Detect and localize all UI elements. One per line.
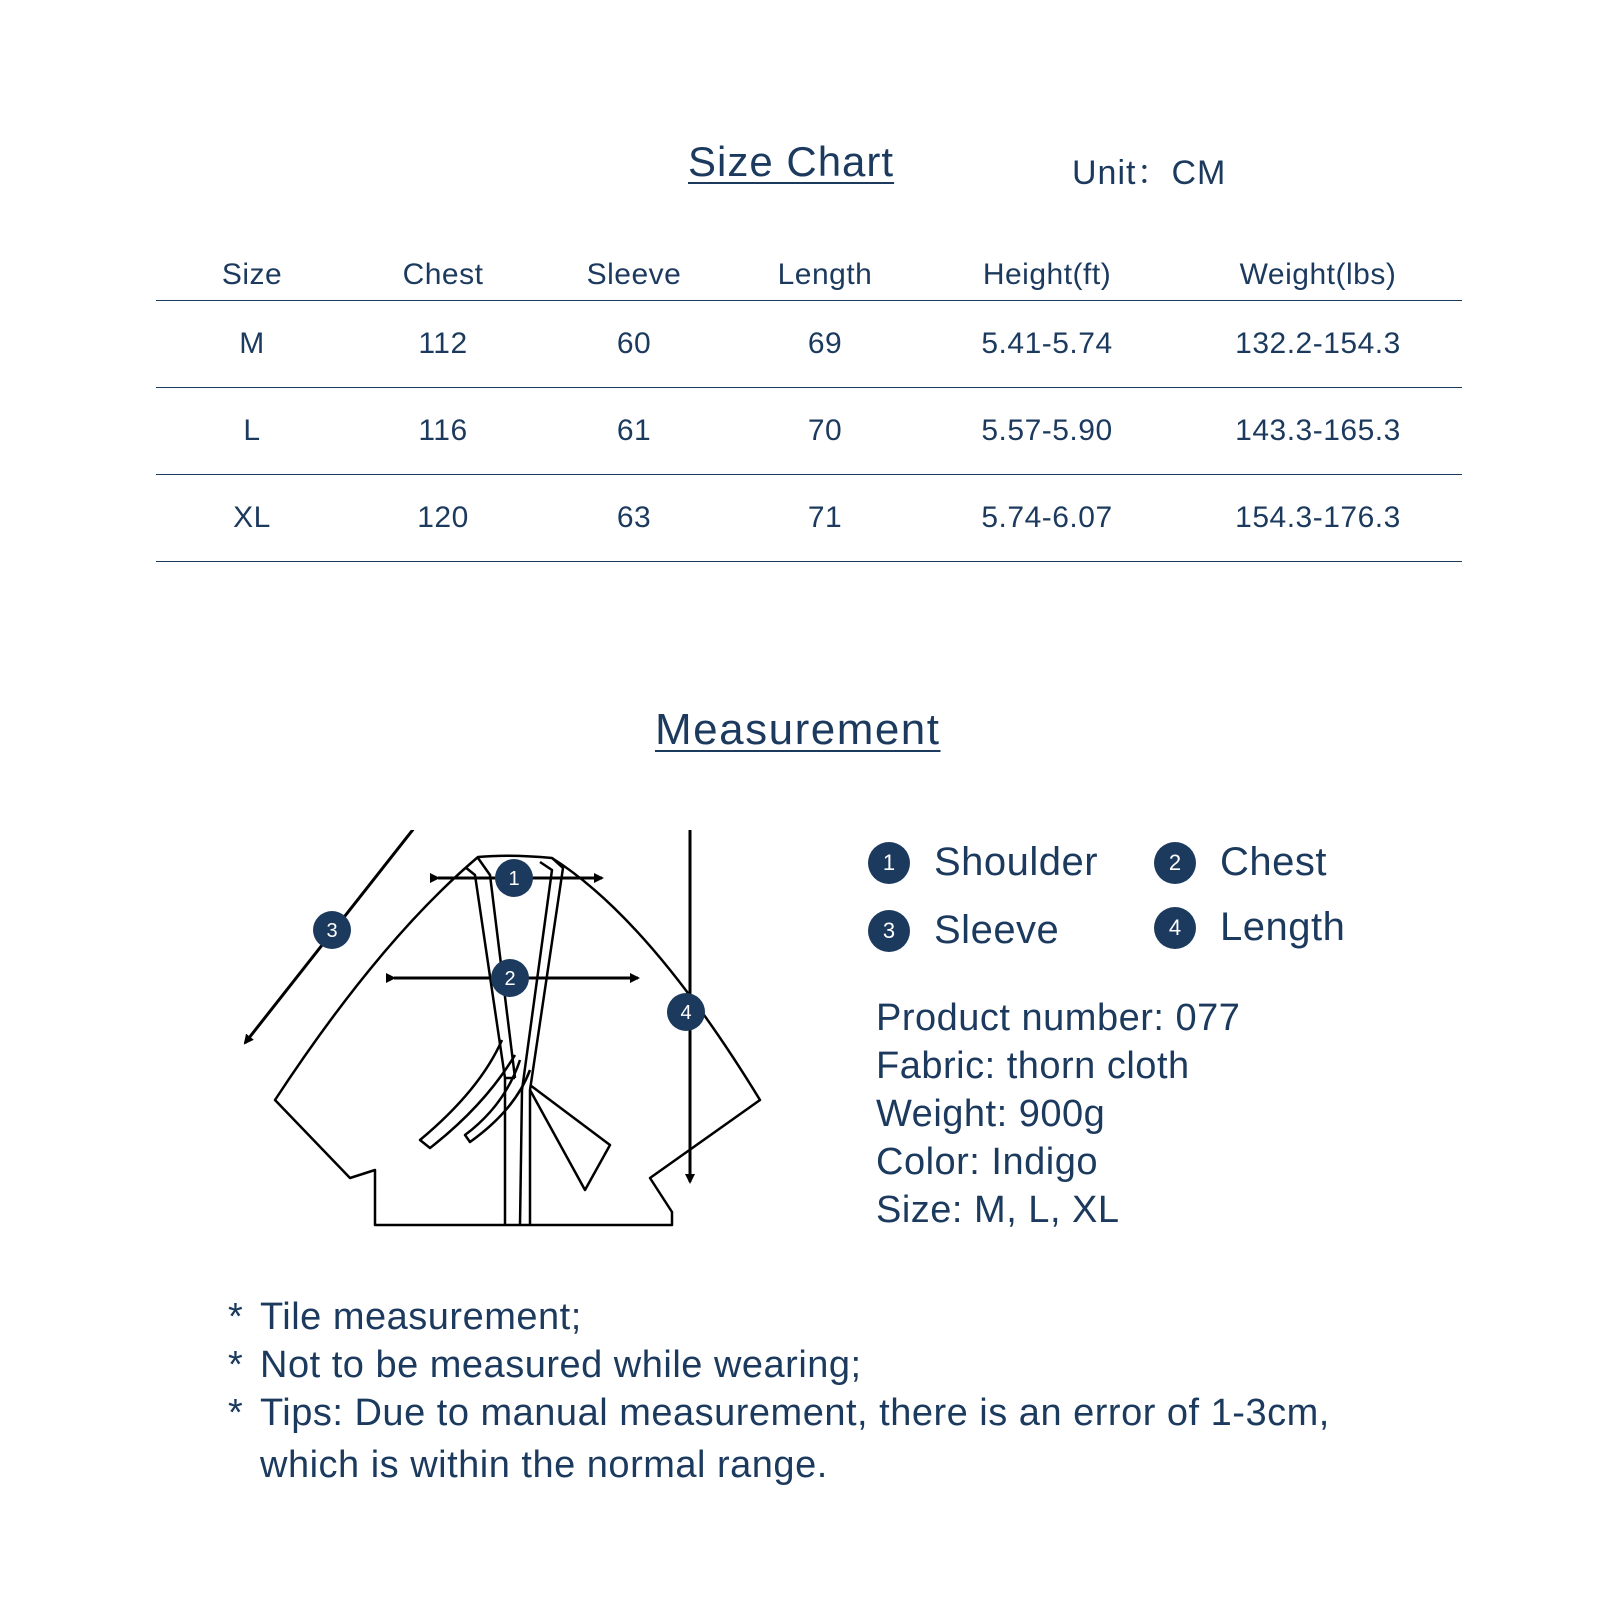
cell-length: 71 (807, 501, 843, 534)
header-size: Size (221, 258, 283, 291)
product-fabric: Fabric: thorn cloth (876, 1045, 1190, 1087)
cell-chest: 120 (417, 501, 469, 534)
note-item (228, 1293, 1330, 1341)
legend-label: Sleeve (934, 908, 1060, 952)
product-size: Size: M, L, XL (876, 1189, 1120, 1231)
legend-chest (1154, 840, 1327, 885)
note-text: Tile measurement; (260, 1296, 582, 1338)
header-weight: Weight(lbs) (1239, 258, 1397, 291)
marker-4-label: 4 (680, 1002, 692, 1024)
cell-sleeve: 63 (616, 501, 652, 534)
note-bullet: * (228, 1296, 244, 1338)
note-item (228, 1389, 1330, 1437)
note-bullet: * (228, 1392, 244, 1434)
marker-1-label: 1 (508, 868, 520, 890)
header-chest: Chest (402, 258, 484, 291)
legend-shoulder (868, 840, 1098, 885)
note-text: Tips: Due to manual measurement, there is an error of 1-3cm, (260, 1392, 1330, 1434)
cell-size: XL (233, 501, 271, 534)
cell-height: 5.57-5.90 (981, 414, 1113, 447)
table-header-row (156, 250, 1462, 301)
legend-badge-2-icon: 2 (1154, 842, 1196, 884)
note-item (228, 1341, 1330, 1389)
note-bullet: * (228, 1344, 244, 1386)
header-height: Height(ft) (982, 258, 1112, 291)
cell-chest: 116 (418, 414, 468, 447)
legend-length (1154, 905, 1345, 950)
size-chart-title: Size Chart (688, 138, 895, 185)
cell-size: M (239, 327, 265, 360)
cell-weight: 132.2-154.3 (1235, 327, 1401, 360)
marker-2-label: 2 (504, 968, 516, 990)
cell-chest: 112 (418, 327, 468, 360)
table-row (156, 388, 1462, 475)
product-weight: Weight: 900g (876, 1093, 1106, 1135)
front-panel (530, 1085, 610, 1190)
cell-sleeve: 61 (616, 414, 652, 447)
cell-length: 70 (807, 414, 843, 447)
cell-length: 69 (807, 327, 843, 360)
product-color: Color: Indigo (876, 1141, 1098, 1183)
header-length: Length (777, 258, 873, 291)
note-continuation: which is within the normal range. (260, 1444, 828, 1486)
cell-sleeve: 60 (616, 327, 652, 360)
legend-badge-4-icon: 4 (1154, 907, 1196, 949)
size-table (156, 250, 1462, 562)
measurement-title: Measurement (655, 705, 941, 754)
measurement-notes (228, 1293, 1330, 1489)
note-text: Not to be measured while wearing; (260, 1344, 862, 1386)
product-number: Product number: 077 (876, 997, 1241, 1039)
cell-height: 5.74-6.07 (981, 501, 1113, 534)
table-row (156, 475, 1462, 562)
table-row (156, 301, 1462, 388)
unit-label: Unit：CM (1072, 154, 1227, 192)
legend-label: Chest (1220, 840, 1327, 884)
cell-height: 5.41-5.74 (981, 327, 1113, 360)
cell-weight: 143.3-165.3 (1235, 414, 1401, 447)
kimono-jacket-diagram (230, 830, 790, 1230)
legend-label: Length (1220, 905, 1346, 949)
marker-3-label: 3 (326, 920, 338, 942)
cell-size: L (243, 414, 261, 447)
legend-badge-1-icon: 1 (868, 842, 910, 884)
legend-badge-3-icon: 3 (868, 910, 910, 952)
header-sleeve: Sleeve (586, 258, 682, 291)
legend-sleeve (868, 908, 1059, 953)
product-info (876, 994, 1240, 1234)
cell-weight: 154.3-176.3 (1235, 501, 1401, 534)
legend-label: Shoulder (934, 840, 1099, 884)
